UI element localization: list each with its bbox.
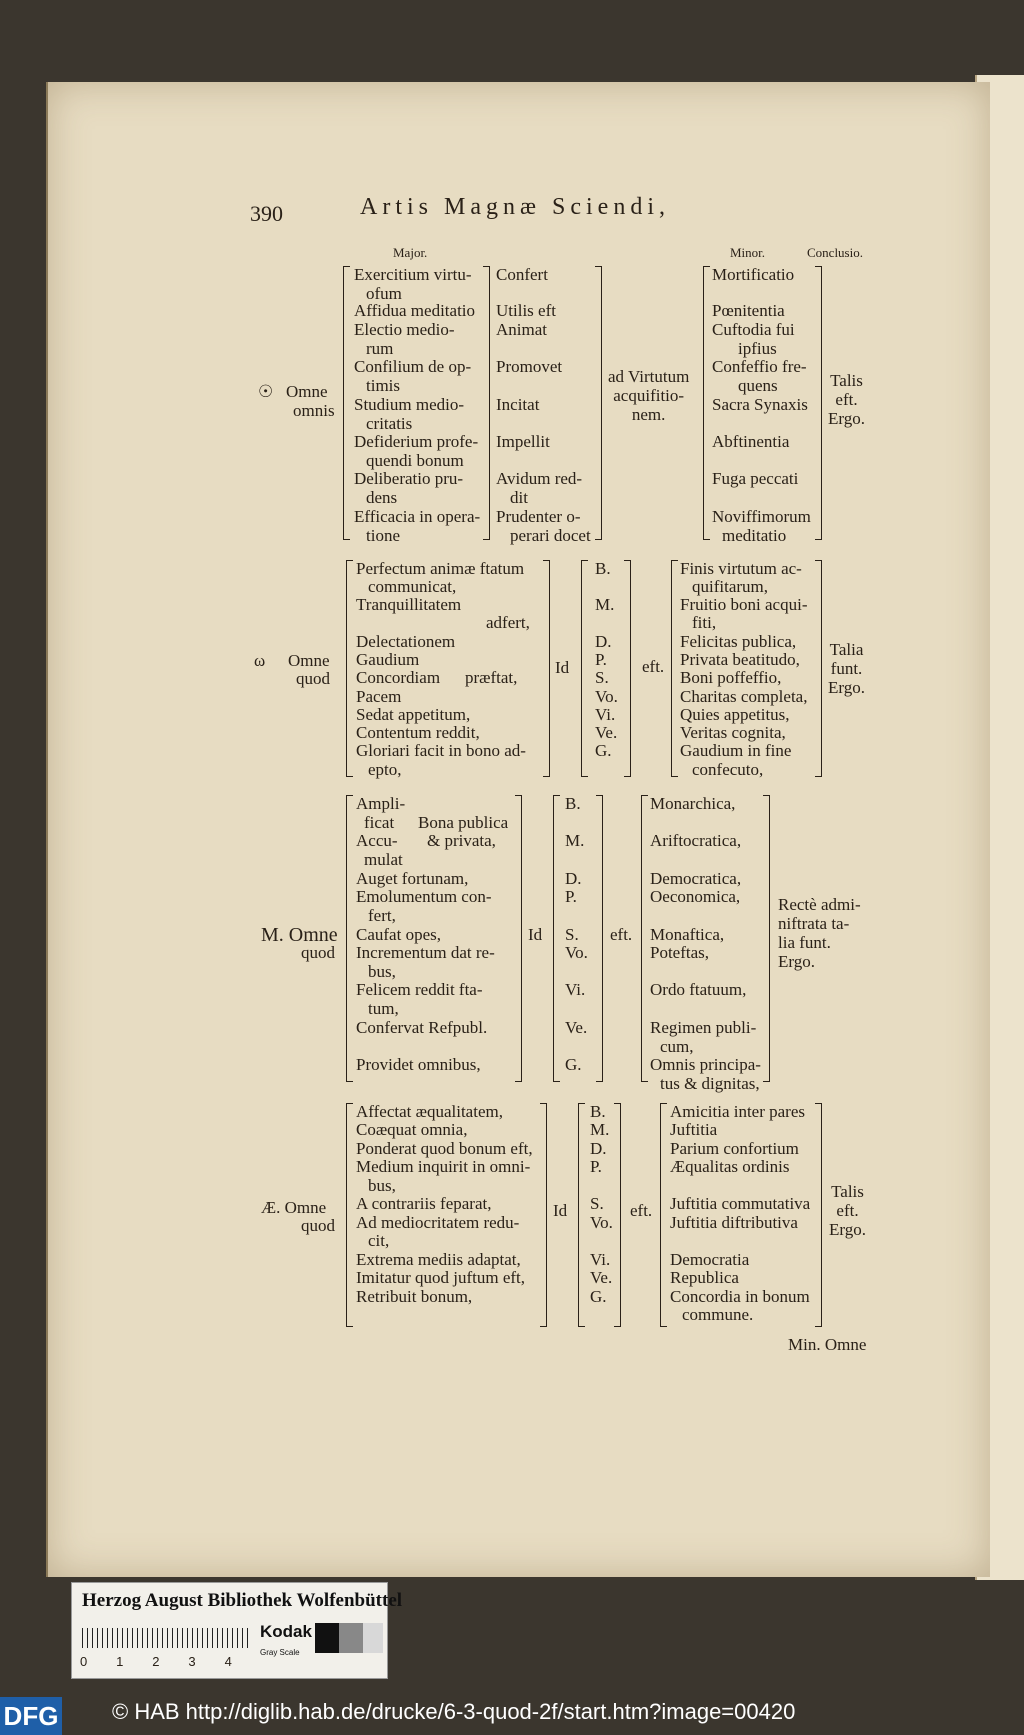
s2-minor-line: Fruitio boni acqui- <box>680 595 808 614</box>
s3-major-line: Providet omnibus, <box>356 1055 481 1074</box>
s3-minor-line: cum, <box>660 1037 694 1056</box>
bracket <box>346 1103 353 1327</box>
s1-minor-line: Fuga peccati <box>712 469 799 488</box>
gray-swatch <box>315 1623 339 1653</box>
section2-label-line1: Omne <box>288 651 330 670</box>
s4-minor-line: Juftitia diftributiva <box>670 1213 798 1232</box>
s2-major-line: Tranquillitatem <box>356 595 462 614</box>
s2-major-line: Contentum reddit, <box>356 723 480 742</box>
s2-major-line: communicat, <box>368 577 457 596</box>
s4-letters-line: P. <box>590 1157 602 1176</box>
s2-minor-line: Charitas completa, <box>680 687 808 706</box>
s3-letters-line: M. <box>565 831 585 850</box>
bracket <box>346 560 353 777</box>
s2-minor-line: Felicitas publica, <box>680 632 797 651</box>
s1-verbs-line: Avidum red- <box>496 469 583 488</box>
s2-major-line: Gloriari facit in bono ad- <box>356 741 526 760</box>
s3-letters-line: G. <box>565 1055 582 1074</box>
s3-major-line: & privata, <box>427 831 496 850</box>
gray-swatch <box>339 1623 363 1653</box>
bracket <box>703 266 710 540</box>
s1-major-line: ofum <box>366 284 402 303</box>
s4-letters-line: Vo. <box>590 1213 613 1232</box>
s4-letters-line: B. <box>590 1102 606 1121</box>
section4-conclusion: Talis eft. Ergo. <box>829 1182 866 1239</box>
s4-minor-line: Æqualitas ordinis <box>670 1157 790 1176</box>
dfg-logo: DFG <box>0 1697 62 1735</box>
bracket <box>581 560 588 777</box>
section2-conclusion: Talia funt. Ergo. <box>828 640 865 697</box>
s4-minor-line: Amicitia inter pares <box>670 1102 806 1121</box>
s1-major-line: dens <box>366 488 398 507</box>
s4-letters-line: S. <box>590 1194 604 1213</box>
target-brand-sub: Gray Scale <box>260 1648 300 1657</box>
s3-letters-line: B. <box>565 794 581 813</box>
bracket <box>540 1103 547 1327</box>
s3-minor-line: Poteftas, <box>650 943 710 962</box>
s1-major-line: Deliberatio pru- <box>354 469 464 488</box>
s2-minor-line: fiti, <box>692 613 717 632</box>
s3-minor-line: tus & dignitas, <box>660 1074 760 1093</box>
section1-conclusion: Talis eft. Ergo. <box>828 371 865 428</box>
copyright-link[interactable]: © HAB http://diglib.hab.de/drucke/6-3-quod-2f/start.htm?image=00420 <box>112 1699 796 1724</box>
tick-label: 4 <box>224 1654 232 1669</box>
bracket <box>763 795 770 1082</box>
s2-major-line: Sedat appetitum, <box>356 705 471 724</box>
section3-est: eft. <box>610 925 633 944</box>
s3-minor-line: Regimen publi- <box>650 1018 757 1037</box>
color-target-card <box>71 1582 403 1679</box>
s2-minor-line: Quies appetitus, <box>680 705 790 724</box>
s1-major-line: Confilium de op- <box>354 357 472 376</box>
s3-letters-line: S. <box>565 925 579 944</box>
s2-major-line: Gaudium <box>356 650 420 669</box>
tick-label: 1 <box>116 1654 124 1669</box>
s4-letters-line: M. <box>590 1120 610 1139</box>
s1-major-line: timis <box>366 376 401 395</box>
section2-est: eft. <box>642 657 665 676</box>
s3-minor-line: Monarchica, <box>650 794 736 813</box>
s3-major-line: Incrementum dat re- <box>356 943 495 962</box>
tick-label: 2 <box>152 1654 160 1669</box>
section1-middle-text: ad Virtutum acquifitio- nem. <box>608 367 690 424</box>
column-header-minor: Minor. <box>730 245 766 260</box>
s4-major-line: Ponderat quod bonum eft, <box>356 1139 533 1158</box>
s1-major-line: Affidua meditatio <box>354 301 476 320</box>
s3-major-line: Auget fortunam, <box>356 869 469 888</box>
s4-minor-line: Democratia <box>670 1250 750 1269</box>
s2-minor-line: confecuto, <box>692 760 764 779</box>
s2-major-line: præftat, <box>465 668 518 687</box>
bracket <box>671 560 678 777</box>
s1-verbs-line: Promovet <box>496 357 563 376</box>
bracket <box>553 795 560 1082</box>
s4-minor-line: Republica <box>670 1268 739 1287</box>
s3-major-line: Caufat opes, <box>356 925 441 944</box>
s1-minor-line: Cuftodia fui <box>712 320 795 339</box>
s1-minor-line: Sacra Synaxis <box>712 395 808 414</box>
s4-minor-line: Parium confortium <box>670 1139 799 1158</box>
bracket <box>614 1103 621 1327</box>
section3-id: Id <box>528 925 543 944</box>
s1-verbs-line: Animat <box>496 320 547 339</box>
s2-letters-line: Vo. <box>595 687 618 706</box>
section4-id: Id <box>553 1201 568 1220</box>
s2-major-line: Delectationem <box>356 632 456 651</box>
section3-label-line1: M. Omne <box>261 924 338 946</box>
s1-minor-line: quens <box>738 376 778 395</box>
tick-label: 3 <box>188 1654 196 1669</box>
s4-major-line: A contrariis feparat, <box>356 1194 492 1213</box>
s3-letters-line: P. <box>565 887 577 906</box>
section2-label-line2: quod <box>296 669 330 688</box>
s1-major-line: Exercitium virtu- <box>354 265 472 284</box>
s4-major-line: bus, <box>368 1176 396 1195</box>
gray-swatch <box>363 1623 383 1653</box>
s1-minor-line: Abftinentia <box>712 432 790 451</box>
s1-verbs-line: Incitat <box>496 395 540 414</box>
s3-major-line: mulat <box>364 850 403 869</box>
s1-verbs-line: Prudenter o- <box>496 507 581 526</box>
bracket <box>660 1103 667 1327</box>
section4-label-line2: quod <box>301 1216 335 1235</box>
s1-minor-line: meditatio <box>722 526 787 545</box>
s3-major-line: tum, <box>368 999 399 1018</box>
s1-minor-line: Confeffio fre- <box>712 357 807 376</box>
catchword: Min. Omne <box>788 1335 867 1354</box>
s3-letters-line: D. <box>565 869 582 888</box>
s3-major-line: Confervat Refpubl. <box>356 1018 488 1037</box>
s1-minor-line: ipfius <box>738 339 777 358</box>
s1-major-line: Studium medio- <box>354 395 465 414</box>
page-number: 390 <box>250 201 283 226</box>
column-header-conclusio: Conclusio. <box>807 245 863 260</box>
s1-major-line: tione <box>366 526 400 545</box>
s2-major-line: Concordiam <box>356 668 441 687</box>
bracket <box>578 1103 585 1327</box>
s3-major-line: fert, <box>368 906 396 925</box>
s4-letters-line: G. <box>590 1287 607 1306</box>
s3-major-line: Accu- <box>356 831 398 850</box>
target-ruler-ticks <box>80 1653 232 1671</box>
s2-letters-line: B. <box>595 559 611 578</box>
s2-minor-line: quifitarum, <box>692 577 769 596</box>
s3-major-line: bus, <box>368 962 396 981</box>
s4-minor-line: Concordia in bonum <box>670 1287 810 1306</box>
s1-verbs-line: Confert <box>496 265 548 284</box>
s4-letters-line: D. <box>590 1139 607 1158</box>
s4-major-line: cit, <box>368 1231 390 1250</box>
target-institution: Herzog August Bibliothek Wolfenbüttel <box>82 1590 403 1611</box>
s2-minor-line: Finis virtutum ac- <box>680 559 802 578</box>
bracket <box>596 795 603 1082</box>
s1-verbs-line: Utilis eft <box>496 301 556 320</box>
s1-minor-line: Noviffimorum <box>712 507 811 526</box>
target-ruler <box>82 1628 252 1648</box>
s4-major-line: Imitatur quod juftum eft, <box>356 1268 526 1287</box>
s2-letters-line: S. <box>595 668 609 687</box>
s2-major-line: epto, <box>368 760 402 779</box>
s2-letters-line: Vi. <box>595 705 616 724</box>
sun-symbol-icon: ☉ <box>258 382 274 401</box>
s2-letters-line: G. <box>595 741 612 760</box>
section4-label-line1: Æ. Omne <box>261 1198 327 1217</box>
s2-letters-line: M. <box>595 595 615 614</box>
s1-minor-line: Mortificatio <box>712 265 795 284</box>
s2-major-line: Pacem <box>356 687 402 706</box>
s4-major-line: Ad mediocritatem redu- <box>356 1213 520 1232</box>
s3-minor-line: Monaftica, <box>650 925 725 944</box>
bracket <box>343 266 350 540</box>
s2-minor-line: Veritas cognita, <box>680 723 786 742</box>
s1-major-line: critatis <box>366 414 413 433</box>
bracket <box>483 266 490 540</box>
s4-major-line: Affectat æqualitatem, <box>356 1102 503 1121</box>
s1-major-line: Efficacia in opera- <box>354 507 481 526</box>
s1-major-line: Electio medio- <box>354 320 455 339</box>
bracket <box>624 560 631 777</box>
s1-verbs-line: Impellit <box>496 432 550 451</box>
section3-conclusion: Rectè admi- niftrata ta- lia funt. Ergo. <box>778 895 861 971</box>
s1-major-line: rum <box>366 339 394 358</box>
s3-major-line: Felicem reddit fta- <box>356 980 483 999</box>
bracket <box>815 1103 822 1327</box>
s4-letters-line: Vi. <box>590 1250 611 1269</box>
tick-label: 0 <box>80 1654 88 1669</box>
bracket <box>815 266 822 540</box>
s3-letters-line: Vi. <box>565 980 586 999</box>
s2-minor-line: Privata beatitudo, <box>680 650 800 669</box>
s3-major-line: ficat <box>364 813 395 832</box>
s1-minor-line: Pœnitentia <box>712 301 785 320</box>
section3-label-line2: quod <box>301 943 335 962</box>
bracket <box>346 795 353 1082</box>
s4-minor-line: Juftitia commutativa <box>670 1194 811 1213</box>
s1-verbs-line: dit <box>510 488 528 507</box>
bracket <box>543 560 550 777</box>
s2-letters-line: Ve. <box>595 723 618 742</box>
s1-verbs-line: perari docet <box>510 526 591 545</box>
omega-symbol-icon: ω <box>254 651 266 670</box>
s2-letters-line: P. <box>595 650 607 669</box>
s3-minor-line: Omnis principa- <box>650 1055 761 1074</box>
s4-minor-line: Juftitia <box>670 1120 718 1139</box>
s4-major-line: Medium inquirit in omni- <box>356 1157 531 1176</box>
target-brand: Kodak <box>260 1622 312 1641</box>
s4-major-line: Extrema mediis adaptat, <box>356 1250 521 1269</box>
running-title: Artis Magnæ Sciendi, <box>360 194 670 220</box>
s2-major-line: Perfectum animæ ftatum <box>356 559 525 578</box>
s3-minor-line: Democratica, <box>650 869 742 888</box>
s3-major-line: Bona publica <box>418 813 509 832</box>
s3-major-line: Emolumentum con- <box>356 887 492 906</box>
s2-minor-line: Gaudium in fine <box>680 741 792 760</box>
column-header-major: Major. <box>393 245 428 260</box>
s3-minor-line: Oeconomica, <box>650 887 741 906</box>
s3-letters-line: Ve. <box>565 1018 588 1037</box>
s4-major-line: Retribuit bonum, <box>356 1287 473 1306</box>
bracket <box>515 795 522 1082</box>
s4-minor-line: commune. <box>682 1305 754 1324</box>
s2-letters-line: D. <box>595 632 612 651</box>
s2-minor-line: Boni poffeffio, <box>680 668 782 687</box>
s4-major-line: Coæquat omnia, <box>356 1120 468 1139</box>
bracket <box>641 795 648 1082</box>
section2-id: Id <box>555 658 570 677</box>
s3-minor-line: Ordo ftatuum, <box>650 980 747 999</box>
bracket <box>595 266 602 540</box>
s3-minor-line: Ariftocratica, <box>650 831 742 850</box>
s2-major-line: adfert, <box>486 613 530 632</box>
section4-est: eft. <box>630 1201 653 1220</box>
bracket <box>815 560 822 777</box>
s3-letters-line: Vo. <box>565 943 588 962</box>
section1-label-line1: Omne <box>286 382 328 401</box>
section1-label-line2: omnis <box>293 401 335 420</box>
s1-major-line: Defiderium profe- <box>354 432 479 451</box>
s1-major-line: quendi bonum <box>366 451 464 470</box>
s3-major-line: Ampli- <box>356 794 406 813</box>
s4-letters-line: Ve. <box>590 1268 613 1287</box>
